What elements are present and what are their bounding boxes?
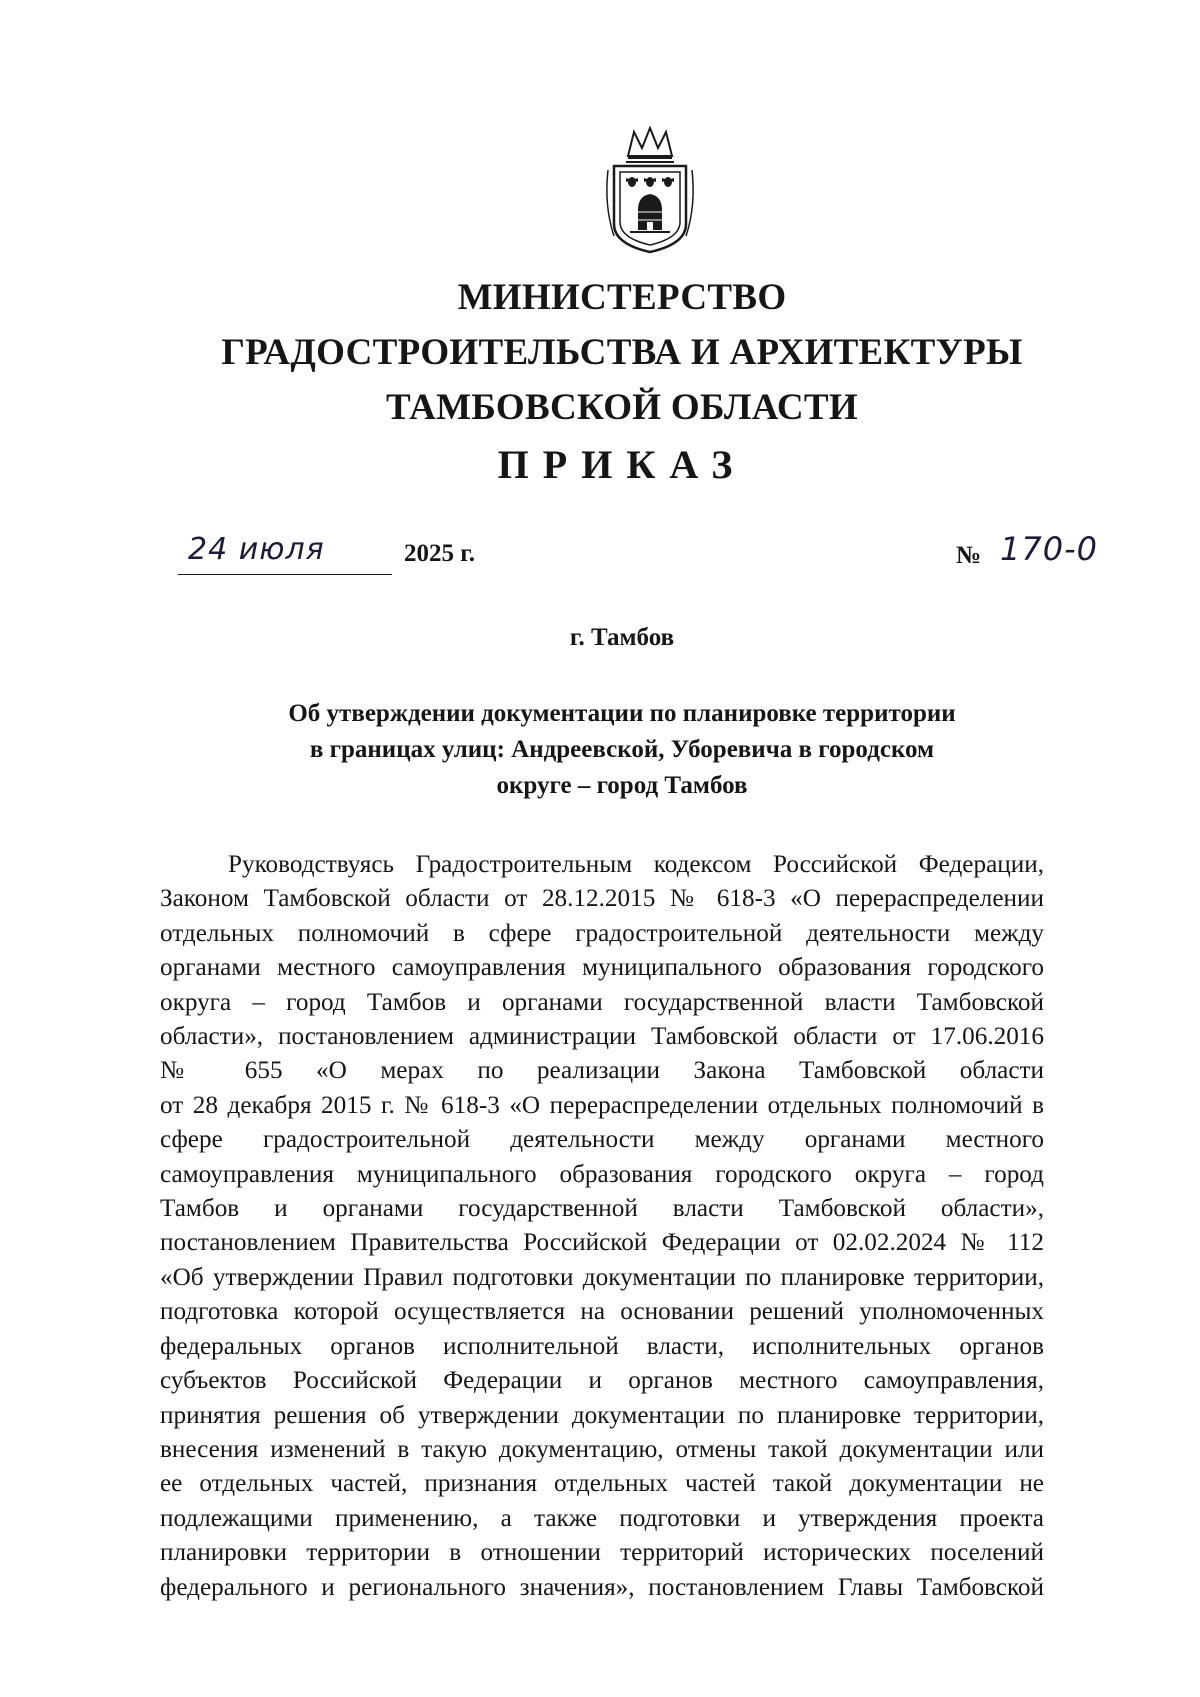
body-line: федеральных органов исполнительной власти, исполнительных органов [160,1332,1044,1360]
body-line: планировки территории в отношении территорий исторических поселений [160,1539,1044,1567]
ministry-name [190,270,1054,435]
body-line: самоуправления муниципального образования городского округа – город [160,1160,1044,1188]
body-line: подлежащими применению, а также подготовки и утверждения проекта [160,1504,1044,1532]
body-line: ее отдельных частей, признания отдельных частей такой документации не [160,1470,1044,1498]
tambov-coat-of-arms-icon [600,126,700,256]
handwritten-order-number: 170-0 [1000,530,1098,568]
ministry-name-line: МИНИСТЕРСТВО [457,277,787,318]
subject-line: в границах улиц: Андреевской, Уборевича в городском [309,736,935,763]
subject-line: округе – город Тамбов [496,772,748,799]
body-line: от 28 декабря 2015 г. № 618-3 «О перераспределении отдельных полномочий в [160,1091,1044,1119]
body-line: субъектов Российской Федерации и органов местного самоуправления, [160,1367,1044,1395]
number-label: № [956,542,982,569]
year-label: 2025 г. [404,540,476,567]
body-line: подготовка которой осуществляется на основании решений уполномоченных [160,1298,1044,1326]
order-body-text [160,848,1044,1605]
body-line: Руководствуясь Градостроительным кодексом Российской Федерации, [228,851,1044,878]
order-subject [190,696,1054,804]
body-line: принятия решения об утверждении документации по планировке территории, [160,1401,1044,1429]
body-line: Тамбов и органами государственной власти Тамбовской области», [160,1195,1044,1223]
ministry-name-line: ТАМБОВСКОЙ ОБЛАСТИ [386,387,858,428]
city-name: г. Тамбов [569,624,675,651]
body-line: «Об утверждении Правил подготовки документации по планировке территории, [160,1263,1044,1291]
body-line: сфере градостроительной деятельности между органами местного [160,1126,1044,1154]
handwritten-date: 24 июля [188,532,325,567]
document-type-title: ПРИКАЗ [497,442,747,487]
subject-line: Об утверждении документации по планировке территории [288,700,956,727]
body-line: органами местного самоуправления муниципального образования городского [160,954,1044,982]
body-line: области», постановлением администрации Тамбовской области от 17.06.2016 [160,1023,1044,1051]
body-line: округа – город Тамбов и органами государственной власти Тамбовской [160,988,1044,1016]
date-number-line [178,530,1098,580]
body-line: постановлением Правительства Российской Федерации от 02.02.2024 № 112 [160,1229,1044,1257]
body-line: отдельных полномочий в сфере градостроительной деятельности между [160,919,1044,947]
body-line: федерального и регионального значения», постановлением Главы Тамбовской [160,1573,1044,1601]
ministry-name-line: ГРАДОСТРОИТЕЛЬСТВА И АРХИТЕКТУРЫ [221,332,1023,373]
body-line: № 655 «О мерах по реализации Закона Тамбовской области [160,1057,1044,1085]
body-line: внесения изменений в такую документацию, отмены такой документации или [160,1435,1044,1463]
body-line: Законом Тамбовской области от 28.12.2015 № 618-3 «О перераспределении [160,885,1044,913]
